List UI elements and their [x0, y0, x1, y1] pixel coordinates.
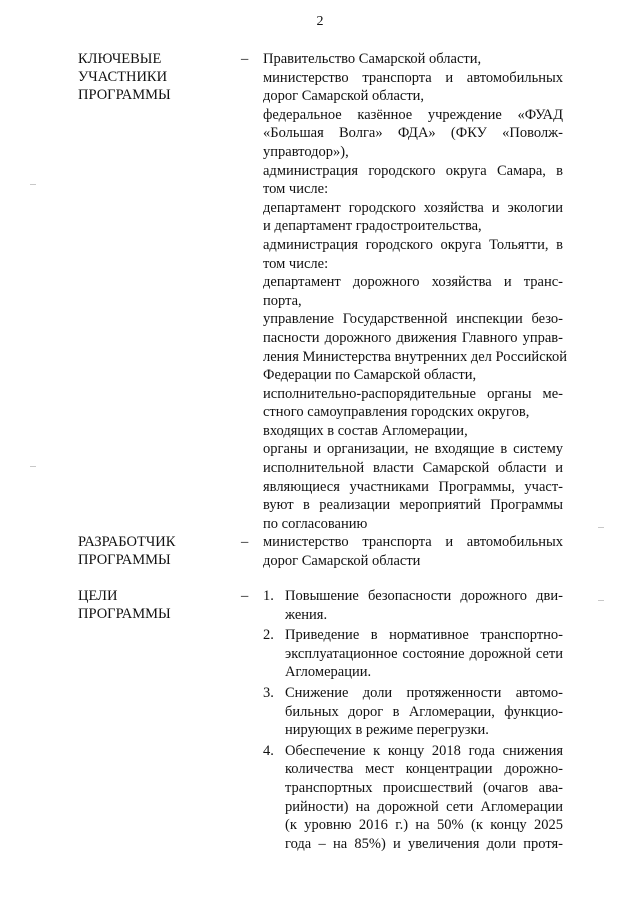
goal-line: рийности) на дорожной сети Агломерации [285, 798, 563, 815]
goal-line: (к уровню 2016 г.) на 50% (к концу 2025 [285, 817, 563, 834]
goal-line: бильных дорог в Агломерации, функцио- [285, 703, 563, 720]
text-line: Правительство Самарской области, [263, 51, 482, 67]
text-line: департамент городского хозяйства и экологии [263, 199, 563, 216]
goal-line: нирующих в режиме перегрузки. [285, 722, 489, 739]
goal-number: 4. [263, 742, 274, 759]
text-line: управление Государственной инспекции безо- [263, 311, 563, 328]
label-line: УЧАСТНИКИ [78, 69, 168, 85]
scan-mark [30, 466, 36, 467]
text-line: стного самоуправления городских округов, [263, 404, 530, 421]
label-line: КЛЮЧЕВЫЕ [78, 51, 162, 67]
text-line: администрация городского округа Самара, в [263, 162, 563, 179]
label-line: ПРОГРАММЫ [78, 552, 171, 568]
goal-number: 1. [263, 588, 274, 604]
goal-line: Снижение доли протяженности автомо- [285, 684, 563, 701]
label-line: ЦЕЛИ [78, 588, 118, 604]
goal-line: количества мест концентрации дорожно- [285, 761, 563, 778]
goal-line: Обеспечение к концу 2018 года снижения [285, 742, 563, 759]
section-label [78, 50, 228, 104]
goal-number: 2. [263, 627, 274, 644]
goal-item [263, 626, 563, 682]
text-line: Федерации по Самарской области, [263, 367, 477, 384]
dash: – [241, 588, 249, 604]
dash: – [241, 534, 249, 550]
section-label [78, 587, 228, 623]
scan-mark [598, 600, 604, 601]
text-line: дорог Самарской области [263, 552, 421, 569]
goal-item [263, 587, 563, 624]
text-line: входящих в состав Агломерации, [263, 422, 468, 439]
goal-line: Повышение безопасности дорожного дви- [285, 588, 563, 604]
text-line: министерство транспорта и автомобильных [263, 69, 563, 86]
goal-number: 3. [263, 684, 274, 701]
text-line: исполнительно-распорядительные органы ме- [263, 385, 563, 402]
goal-line: жения. [285, 606, 328, 623]
goal-line: Приведение в нормативное транспортно- [285, 627, 563, 644]
page-number: 2 [316, 14, 324, 29]
participants-text [263, 50, 567, 533]
scan-mark [598, 527, 604, 528]
text-line: департамент дорожного хозяйства и транс- [263, 274, 563, 291]
text-line: порта, [263, 292, 302, 309]
text-line: том числе: [263, 181, 329, 198]
goals-list [263, 587, 563, 855]
text-line: исполнительной власти Самарской области и [263, 460, 563, 477]
text-line: и департамент градостроительства, [263, 218, 482, 235]
text-line: ления Министерства внутренних дел Российской [263, 348, 567, 365]
goal-item [263, 684, 563, 740]
text-line: федеральное казённое учреждение «ФУАД [263, 106, 563, 123]
goal-line: Агломерации. [285, 664, 372, 681]
dash: – [241, 51, 249, 67]
text-line: являющиеся участниками Программы, участ- [263, 478, 563, 495]
text-line: органы и организации, не входящие в систему [263, 441, 563, 458]
text-line: по согласованию [263, 515, 368, 532]
goal-line: эксплуатационное состояние дорожной сети [285, 645, 563, 662]
goal-item [263, 742, 563, 854]
text-line: дорог Самарской области, [263, 88, 425, 105]
scan-mark [30, 184, 36, 185]
text-line: администрация городского округа Тольятти, в [263, 236, 563, 253]
label-line: ПРОГРАММЫ [78, 606, 171, 622]
section-label [78, 533, 228, 569]
text-line: том числе: [263, 255, 329, 272]
label-line: ПРОГРАММЫ [78, 87, 171, 103]
text-line: вуют в реализации мероприятий Программы [263, 497, 563, 514]
label-line: РАЗРАБОТЧИК [78, 534, 176, 550]
text-line: «Большая Волга» ФДА» (ФКУ «Поволж- [263, 125, 563, 142]
developer-text [263, 533, 563, 570]
text-line: управтодор»), [263, 143, 349, 160]
goal-line: года – на 85%) и увеличения доли протя- [285, 835, 563, 852]
text-line: министерство транспорта и автомобильных [263, 534, 563, 550]
text-line: пасности дорожного движения Главного управ- [263, 329, 563, 346]
goal-line: транспортных происшествий (очагов ава- [285, 779, 563, 796]
